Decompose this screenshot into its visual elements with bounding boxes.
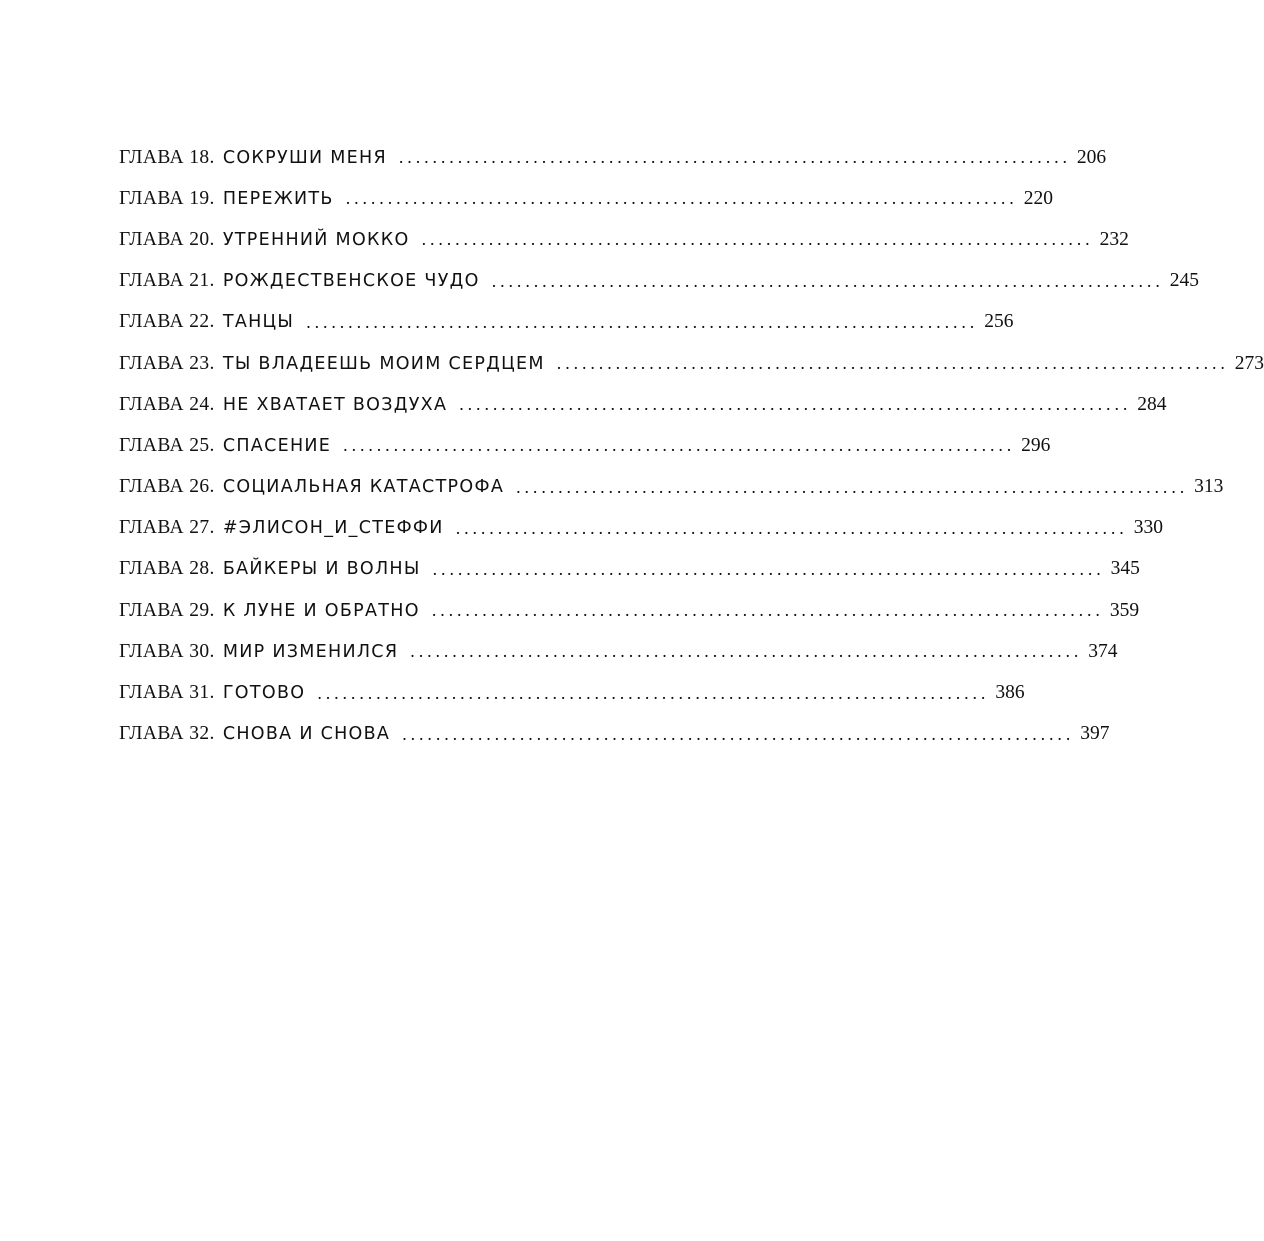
toc-entry bbox=[119, 302, 1014, 343]
dot-leader: ................................................................................ bbox=[556, 353, 1229, 374]
page-number: 245 bbox=[1169, 270, 1199, 292]
chapter-title: МИР ИЗМЕНИЛСЯ bbox=[222, 641, 399, 662]
chapter-title: ГОТОВО bbox=[222, 683, 306, 704]
page-number: 345 bbox=[1110, 558, 1140, 580]
page-number: 206 bbox=[1076, 146, 1107, 168]
dot-leader: ................................................................................ bbox=[410, 641, 1083, 662]
page-number: 359 bbox=[1109, 599, 1140, 621]
toc-entry bbox=[119, 137, 1107, 178]
dot-leader: ................................................................................ bbox=[459, 394, 1132, 415]
page-number: 397 bbox=[1080, 723, 1110, 745]
page-number: 296 bbox=[1021, 434, 1051, 456]
toc-entry bbox=[119, 425, 1051, 466]
chapter-title: ПЕРЕЖИТЬ bbox=[222, 188, 334, 209]
chapter-number: ГЛАВА 27. bbox=[119, 517, 215, 539]
toc-entry bbox=[119, 508, 1163, 549]
page-number: 232 bbox=[1099, 228, 1129, 250]
dot-leader: ................................................................................ bbox=[421, 229, 1094, 250]
dot-leader: ................................................................................ bbox=[431, 600, 1104, 621]
chapter-number: ГЛАВА 22. bbox=[119, 311, 215, 333]
chapter-number: ГЛАВА 30. bbox=[119, 640, 215, 662]
toc-entry bbox=[119, 672, 1025, 713]
page-number: 273 bbox=[1234, 352, 1264, 374]
chapter-number: ГЛАВА 20. bbox=[119, 228, 215, 250]
page-number: 313 bbox=[1194, 476, 1224, 498]
chapter-title: УТРЕННИЙ МОККО bbox=[222, 229, 410, 250]
dot-leader: ................................................................................ bbox=[398, 147, 1071, 168]
toc-entry bbox=[119, 631, 1118, 672]
chapter-number: ГЛАВА 28. bbox=[119, 558, 215, 580]
toc-entry bbox=[119, 467, 1224, 508]
toc-entry bbox=[119, 219, 1129, 260]
dot-leader: ................................................................................ bbox=[402, 723, 1075, 744]
dot-leader: ................................................................................ bbox=[306, 311, 979, 332]
toc-entry bbox=[119, 549, 1140, 590]
dot-leader: ................................................................................ bbox=[455, 517, 1128, 538]
chapter-number: ГЛАВА 24. bbox=[119, 393, 215, 415]
dot-leader: ................................................................................ bbox=[317, 682, 990, 703]
chapter-number: ГЛАВА 31. bbox=[119, 682, 215, 704]
chapter-title: НЕ ХВАТАЕТ ВОЗДУХА bbox=[222, 394, 448, 415]
dot-leader: ................................................................................ bbox=[345, 188, 1018, 209]
dot-leader: ................................................................................ bbox=[343, 435, 1016, 456]
dot-leader: ................................................................................ bbox=[491, 270, 1164, 291]
toc-entry bbox=[119, 343, 1264, 384]
toc-entry bbox=[119, 384, 1167, 425]
page-number: 374 bbox=[1088, 640, 1118, 662]
chapter-number: ГЛАВА 26. bbox=[119, 476, 215, 498]
chapter-title: К ЛУНЕ И ОБРАТНО bbox=[222, 600, 420, 621]
chapter-number: ГЛАВА 23. bbox=[119, 352, 215, 374]
chapter-title: БАЙКЕРЫ И ВОЛНЫ bbox=[222, 559, 421, 580]
toc-entry bbox=[119, 261, 1199, 302]
chapter-number: ГЛАВА 21. bbox=[119, 270, 215, 292]
chapter-title: СОЦИАЛЬНАЯ КАТАСТРОФА bbox=[222, 477, 505, 498]
chapter-title: ТЫ ВЛАДЕЕШЬ МОИМ СЕРДЦЕМ bbox=[222, 353, 545, 374]
page-number: 330 bbox=[1133, 517, 1163, 539]
page-number: 220 bbox=[1023, 187, 1053, 209]
page-number: 284 bbox=[1137, 393, 1167, 415]
toc-entry bbox=[119, 590, 1140, 631]
table-of-contents bbox=[119, 137, 1264, 755]
chapter-title: СПАСЕНИЕ bbox=[222, 435, 332, 456]
chapter-title: #ЭЛИСОН_И_СТЕФФИ bbox=[222, 518, 444, 539]
toc-entry bbox=[119, 714, 1110, 755]
chapter-number: ГЛАВА 29. bbox=[119, 599, 215, 621]
chapter-title: СНОВА И СНОВА bbox=[222, 724, 391, 745]
page-number: 256 bbox=[984, 311, 1014, 333]
chapter-number: ГЛАВА 32. bbox=[119, 723, 215, 745]
chapter-title: ТАНЦЫ bbox=[222, 312, 295, 333]
dot-leader: ................................................................................ bbox=[516, 476, 1189, 497]
chapter-number: ГЛАВА 25. bbox=[119, 434, 215, 456]
chapter-number: ГЛАВА 19. bbox=[119, 187, 215, 209]
chapter-title: СОКРУШИ МЕНЯ bbox=[222, 147, 387, 168]
chapter-title: РОЖДЕСТВЕНСКОЕ ЧУДО bbox=[222, 271, 480, 292]
chapter-number: ГЛАВА 18. bbox=[119, 146, 215, 168]
toc-entry bbox=[119, 178, 1053, 219]
page-number: 386 bbox=[995, 682, 1025, 704]
dot-leader: ................................................................................ bbox=[432, 558, 1105, 579]
